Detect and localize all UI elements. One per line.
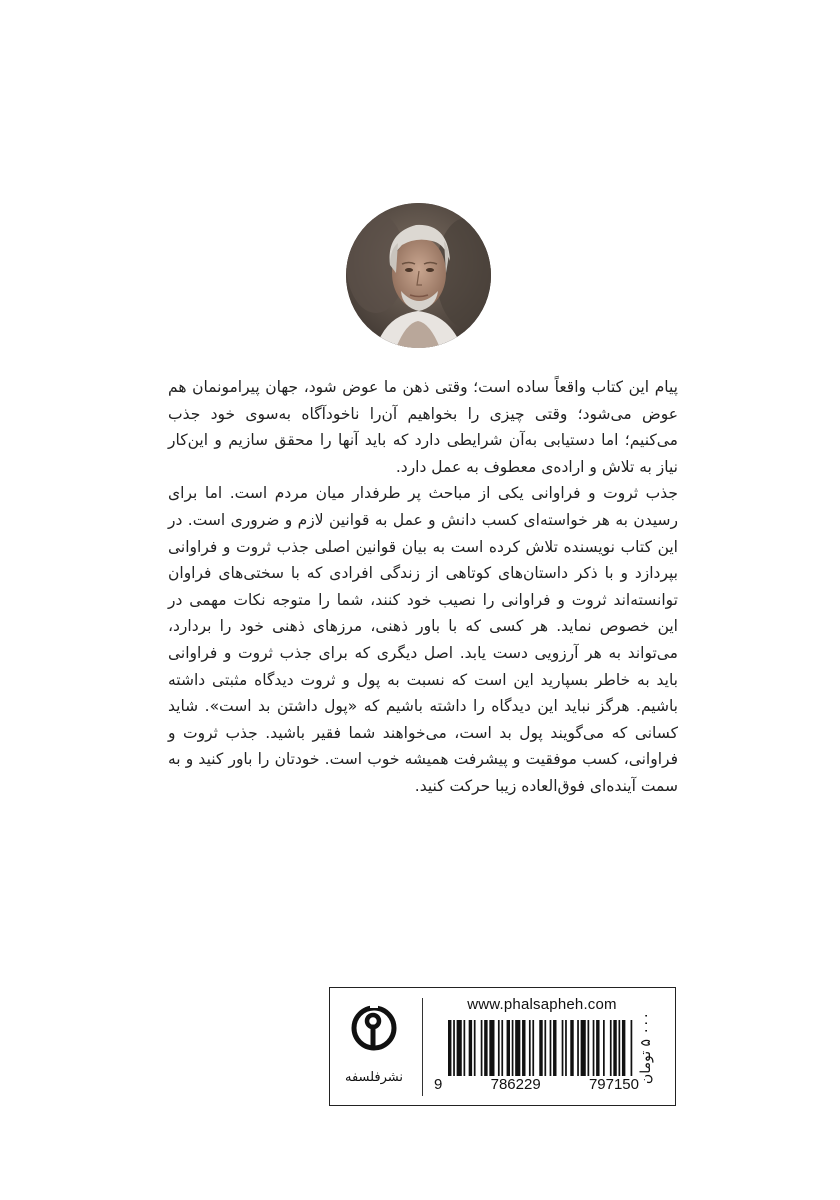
publisher-logo xyxy=(330,988,418,1105)
barcode-bar xyxy=(553,1020,556,1076)
barcode-bar xyxy=(515,1020,520,1076)
barcode-bar xyxy=(448,1020,451,1076)
barcode-bar xyxy=(507,1020,510,1076)
barcode-bar xyxy=(565,1020,567,1076)
barcode-bar xyxy=(603,1020,605,1076)
barcode-bar xyxy=(562,1020,564,1076)
barcode-bar xyxy=(550,1020,552,1076)
barcode-bar xyxy=(581,1020,586,1076)
publisher-info-box xyxy=(329,987,676,1106)
barcode-bar xyxy=(610,1020,612,1076)
barcode-bar xyxy=(489,1020,494,1076)
barcode-bar xyxy=(469,1020,472,1076)
barcode-bar xyxy=(512,1020,514,1076)
barcode-bar xyxy=(544,1020,546,1076)
barcode-bar xyxy=(501,1020,503,1076)
isbn-group-3: 797150 xyxy=(588,1076,639,1093)
barcode-bar xyxy=(613,1020,616,1076)
author-photo xyxy=(346,203,491,348)
publisher-logo-icon xyxy=(351,1001,397,1059)
barcode-bar xyxy=(588,1020,590,1076)
barcode-bar xyxy=(622,1020,625,1076)
barcode-bar xyxy=(593,1020,595,1076)
book-description xyxy=(168,374,678,800)
barcode-bar xyxy=(539,1020,542,1076)
price-label xyxy=(626,1000,666,1096)
publisher-name: نشرفلسفه xyxy=(344,1070,404,1085)
barcode-bar xyxy=(481,1020,483,1076)
isbn-barcode xyxy=(448,1020,634,1076)
barcode-bar xyxy=(577,1020,579,1076)
barcode-bar xyxy=(457,1020,462,1076)
barcode-bar xyxy=(529,1020,531,1076)
barcode-bar xyxy=(474,1020,476,1076)
barcode-bar xyxy=(484,1020,487,1076)
isbn-group-2: 786229 xyxy=(490,1076,541,1093)
publisher-website: www.phalsapheh.com xyxy=(467,996,617,1013)
barcode-bar xyxy=(464,1020,466,1076)
description-paragraph-2: جذب ثروت و فراوانی یکی از مباحث پر طرفدار میان مردم است. اما برای رسیدن به هر خواسته‌ای کسب دانش و عمل به قوانین لازم و ضروری است. در این کتاب نویسنده تلاش کرده است به بیان قوانین اصلی جذب ثروت و فراوانی بپردازد و با ذکر داستان‌های کوتاهی از زندگی افرادی که با سختی‌های فراوان توانسته‌اند ثروت و فراوانی را نصیب خود کنند، شما را متوجه نکات مهمی در این خصوص نماید. هر کسی که با باور ذهنی، مرزهای ذهنی خود را بردارد، می‌تواند به هر آرزویی دست یابد. اصل دیگری که برای جذب ثروت و فراوانی باید به خاطر بسپارید این است که نسبت به پول و ثروت دیدگاه مثبتی داشته باشیم. هرگز نباید این دیدگاه را داشته باشیم که «پول داشتن بد است». شاید کسانی که می‌گویند پول بد است، می‌خواهند شما فقیر باشید. جذب ثروت و فراوانی، کسب موفقیت و پیشرفت همیشه خوب است. خودتان را باور کنید و به سمت آینده‌ای فوق‌العاده زیبا حرکت کنید. xyxy=(168,484,678,795)
barcode-bar xyxy=(498,1020,500,1076)
divider xyxy=(422,998,423,1096)
description-paragraph-1: پیام این کتاب واقعاً ساده است؛ وقتی ذهن ما عوض شود، جهان پیرامونمان هم عوض می‌شود؛ وقتی چیزی را بخواهیم آن‌را ناخودآگاه به‌سوی خود جذب می‌کنیم؛ اما دستیابی به‌آن شرایطی دارد که باید آنها را محقق سازیم و این‌کار نیاز به تلاش و اراده‌ی معطوف به عمل دارد. xyxy=(168,378,678,476)
barcode-bar xyxy=(532,1020,534,1076)
isbn-number xyxy=(434,1076,639,1093)
barcode-bar xyxy=(596,1020,599,1076)
price-text: ۰۰۰ ۵ تومان xyxy=(638,1011,654,1085)
barcode-bar xyxy=(570,1020,573,1076)
barcode-bar xyxy=(619,1020,621,1076)
barcode-bar xyxy=(453,1020,455,1076)
isbn-group-1: 9 xyxy=(434,1076,443,1093)
barcode-bar xyxy=(522,1020,525,1076)
